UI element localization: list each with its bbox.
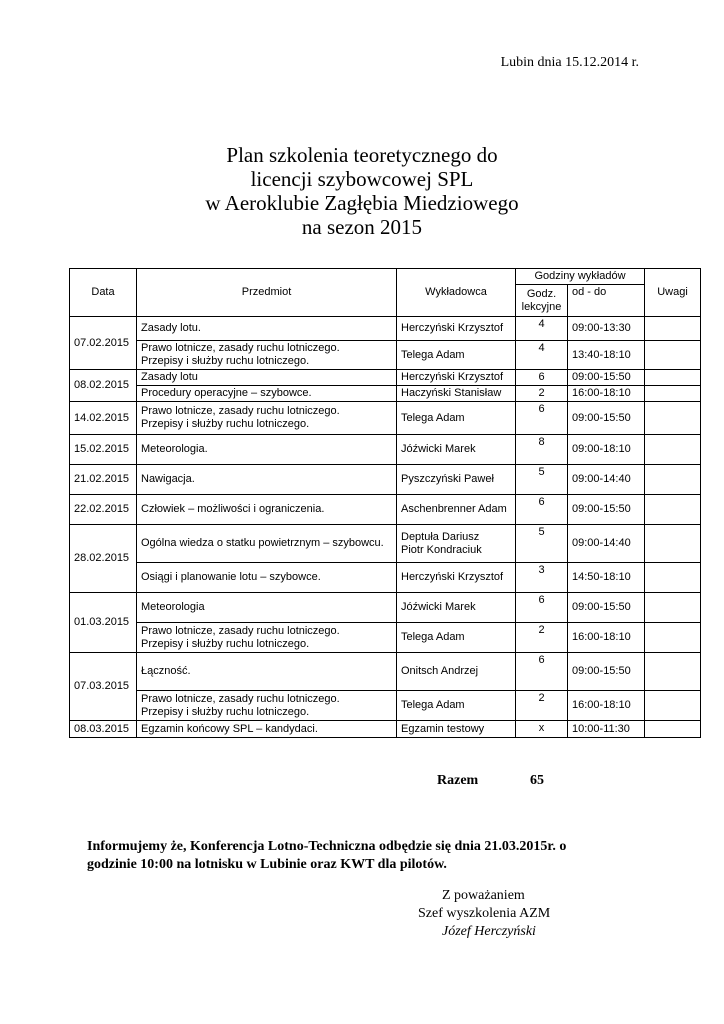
- subject-cell: [137, 465, 397, 495]
- subject-cell: [137, 341, 397, 370]
- lecturer-line: Telega Adam: [401, 699, 465, 711]
- hours-cell: 6: [516, 653, 568, 691]
- lecturer-line: Herczyński Krzysztof: [401, 571, 504, 583]
- notes-cell: [645, 653, 701, 691]
- subject-cell: [137, 435, 397, 465]
- lecturer-line: Deptuła Dariusz: [401, 530, 480, 543]
- subject-line: Zasady lotu: [141, 371, 198, 383]
- date-cell: 01.03.2015: [70, 593, 137, 653]
- lecturer-line: Herczyński Krzysztof: [401, 322, 504, 334]
- time-cell: 14:50-18:10: [568, 563, 645, 593]
- lecturer-cell: [397, 435, 516, 465]
- subject-cell: [137, 402, 397, 435]
- notes-cell: [645, 563, 701, 593]
- hours-cell: 8: [516, 435, 568, 465]
- subject-line: Ogólna wiedza o statku powietrznym – szybowcu.: [141, 537, 384, 549]
- table-row: [70, 691, 701, 721]
- table-row: [70, 435, 701, 465]
- table-row: [70, 721, 701, 738]
- lecturer-cell: [397, 563, 516, 593]
- document-date: Lubin dnia 15.12.2014 r.: [500, 55, 639, 70]
- date-cell: 15.02.2015: [70, 435, 137, 465]
- date-cell: 07.03.2015: [70, 653, 137, 721]
- hours-cell: 5: [516, 525, 568, 563]
- subject-line: Przepisy i służby ruchu lotniczego.: [141, 418, 310, 430]
- subject-line: Prawo lotnicze, zasady ruchu lotniczego.: [141, 342, 340, 354]
- lecturer-line: Egzamin testowy: [401, 722, 485, 735]
- subject-line: Prawo lotnicze, zasady ruchu lotniczego.: [141, 624, 340, 637]
- subject-line: Meteorologia: [141, 601, 205, 613]
- notes-cell: [645, 402, 701, 435]
- signature-name: Józef Herczyński: [442, 924, 536, 939]
- signature-role: Szef wyszkolenia AZM: [418, 906, 551, 921]
- lecturer-line: Telega Adam: [401, 411, 465, 424]
- time-cell: 09:00-15:50: [568, 370, 645, 386]
- header-lecturer: Wykładowca: [397, 269, 516, 317]
- time-cell: 09:00-14:40: [568, 465, 645, 495]
- subject-line: Nawigacja.: [141, 473, 195, 485]
- header-lesson-hours-line1: Godz.: [526, 287, 557, 300]
- time-cell: 09:00-14:40: [568, 525, 645, 563]
- schedule-table: [69, 268, 701, 738]
- subject-cell: [137, 721, 397, 738]
- subject-cell: [137, 623, 397, 653]
- subject-cell: [137, 370, 397, 386]
- notes-cell: [645, 691, 701, 721]
- subject-line: Łączność.: [141, 665, 191, 677]
- notes-cell: [645, 525, 701, 563]
- table-row: [70, 370, 701, 386]
- time-cell: 09:00-15:50: [568, 593, 645, 623]
- signature-greeting: Z poważaniem: [442, 888, 525, 903]
- date-cell: 07.02.2015: [70, 317, 137, 370]
- header-date: Data: [70, 269, 137, 317]
- notes-cell: [645, 593, 701, 623]
- table-row: [70, 386, 701, 402]
- subject-line: Prawo lotnicze, zasady ruchu lotniczego.: [141, 692, 340, 705]
- hours-cell: 3: [516, 563, 568, 593]
- title-line: Plan szkolenia teoretycznego do: [226, 143, 498, 167]
- table-row: [70, 593, 701, 623]
- time-cell: 09:00-15:50: [568, 653, 645, 691]
- header-subject: Przedmiot: [137, 269, 397, 317]
- lecturer-line: Jóźwicki Marek: [401, 443, 476, 455]
- subject-line: Zasady lotu.: [141, 322, 201, 334]
- subject-cell: [137, 386, 397, 402]
- lecturer-line: Telega Adam: [401, 631, 465, 643]
- conference-notice: [87, 838, 627, 874]
- hours-cell: 2: [516, 691, 568, 721]
- subject-line: Człowiek – możliwości i ograniczenia.: [141, 503, 325, 515]
- total-label: Razem: [437, 773, 479, 788]
- signature-block: [418, 887, 550, 941]
- lecturer-line: Jóźwicki Marek: [401, 601, 476, 613]
- title-line: licencji szybowcowej SPL: [250, 167, 474, 191]
- hours-cell: x: [516, 721, 568, 738]
- time-cell: 16:00-18:10: [568, 623, 645, 653]
- table-row: [70, 317, 701, 341]
- notes-cell: [645, 721, 701, 738]
- time-cell: 16:00-18:10: [568, 386, 645, 402]
- hours-cell: 2: [516, 386, 568, 402]
- lecturer-line: Telega Adam: [401, 348, 465, 361]
- table-row: [70, 563, 701, 593]
- notes-cell: [645, 495, 701, 525]
- lecturer-cell: [397, 465, 516, 495]
- lecturer-cell: [397, 653, 516, 691]
- notes-cell: [645, 341, 701, 370]
- header-hours-group: Godziny wykładów: [516, 269, 645, 285]
- subject-cell: [137, 563, 397, 593]
- subject-line: Przepisy i służby ruchu lotniczego.: [141, 637, 310, 650]
- subject-line: Prawo lotnicze, zasady ruchu lotniczego.: [141, 405, 340, 417]
- subject-line: Meteorologia.: [141, 443, 208, 455]
- title-line: na sezon 2015: [301, 215, 423, 239]
- date-cell: 22.02.2015: [70, 495, 137, 525]
- lecturer-cell: [397, 495, 516, 525]
- date-cell: 08.03.2015: [70, 721, 137, 738]
- subject-cell: [137, 593, 397, 623]
- notice-line: Informujemy że, Konferencja Lotno-Techniczna odbędzie się dnia 21.03.2015r. o: [87, 839, 567, 854]
- title-line: w Aeroklubie Zagłębia Miedziowego: [205, 191, 519, 215]
- hours-cell: 6: [516, 402, 568, 435]
- total-value: 65: [530, 773, 544, 788]
- notice-line: godzinie 10:00 na lotnisku w Lubinie oraz KWT dla pilotów.: [87, 857, 447, 872]
- time-cell: 13:40-18:10: [568, 341, 645, 370]
- notes-cell: [645, 623, 701, 653]
- header-time-range: od - do: [568, 285, 645, 317]
- table-row: [70, 495, 701, 525]
- subject-cell: [137, 317, 397, 341]
- lecturer-cell: [397, 386, 516, 402]
- table-row: [70, 525, 701, 563]
- notes-cell: [645, 435, 701, 465]
- table-row: [70, 465, 701, 495]
- time-cell: 09:00-15:50: [568, 495, 645, 525]
- lecturer-line: Onitsch Andrzej: [401, 665, 479, 677]
- subject-cell: [137, 495, 397, 525]
- lecturer-cell: [397, 525, 516, 563]
- lecturer-line: Piotr Kondraciuk: [401, 543, 482, 556]
- subject-line: Przepisy i służby ruchu lotniczego.: [141, 355, 310, 367]
- table-row: [70, 341, 701, 370]
- hours-cell: 5: [516, 465, 568, 495]
- header-lesson-hours: [516, 285, 568, 317]
- date-cell: 08.02.2015: [70, 370, 137, 402]
- notes-cell: [645, 317, 701, 341]
- lecturer-cell: [397, 317, 516, 341]
- subject-cell: [137, 653, 397, 691]
- hours-cell: 4: [516, 341, 568, 370]
- document-title: [0, 143, 724, 239]
- subject-line: Procedury operacyjne – szybowce.: [141, 387, 312, 399]
- lecturer-cell: [397, 593, 516, 623]
- subject-line: Przepisy i służby ruchu lotniczego.: [141, 705, 310, 718]
- lecturer-line: Pyszczyński Paweł: [401, 473, 494, 485]
- lecturer-cell: [397, 370, 516, 386]
- subject-line: Osiągi i planowanie lotu – szybowce.: [141, 571, 321, 583]
- time-cell: 09:00-15:50: [568, 402, 645, 435]
- lecturer-cell: [397, 402, 516, 435]
- notes-cell: [645, 370, 701, 386]
- header-notes: Uwagi: [645, 269, 701, 317]
- time-cell: 09:00-18:10: [568, 435, 645, 465]
- subject-cell: [137, 691, 397, 721]
- hours-cell: 4: [516, 317, 568, 341]
- notes-cell: [645, 386, 701, 402]
- lecturer-cell: [397, 341, 516, 370]
- hours-cell: 6: [516, 495, 568, 525]
- lecturer-line: Aschenbrenner Adam: [401, 503, 507, 515]
- header-lesson-hours-line2: lekcyjne: [521, 300, 562, 313]
- lecturer-cell: [397, 721, 516, 738]
- subject-cell: [137, 525, 397, 563]
- hours-cell: 2: [516, 623, 568, 653]
- table-row: [70, 623, 701, 653]
- subject-line: Egzamin końcowy SPL – kandydaci.: [141, 722, 318, 735]
- lecturer-cell: [397, 623, 516, 653]
- date-cell: 21.02.2015: [70, 465, 137, 495]
- lecturer-cell: [397, 691, 516, 721]
- lecturer-line: Haczyński Stanisław: [401, 387, 502, 399]
- date-cell: 28.02.2015: [70, 525, 137, 593]
- table-row: [70, 402, 701, 435]
- notes-cell: [645, 465, 701, 495]
- time-cell: 16:00-18:10: [568, 691, 645, 721]
- hours-cell: 6: [516, 370, 568, 386]
- lecturer-line: Herczyński Krzysztof: [401, 371, 504, 383]
- table-row: [70, 653, 701, 691]
- time-cell: 09:00-13:30: [568, 317, 645, 341]
- time-cell: 10:00-11:30: [568, 721, 645, 738]
- date-cell: 14.02.2015: [70, 402, 137, 435]
- hours-cell: 6: [516, 593, 568, 623]
